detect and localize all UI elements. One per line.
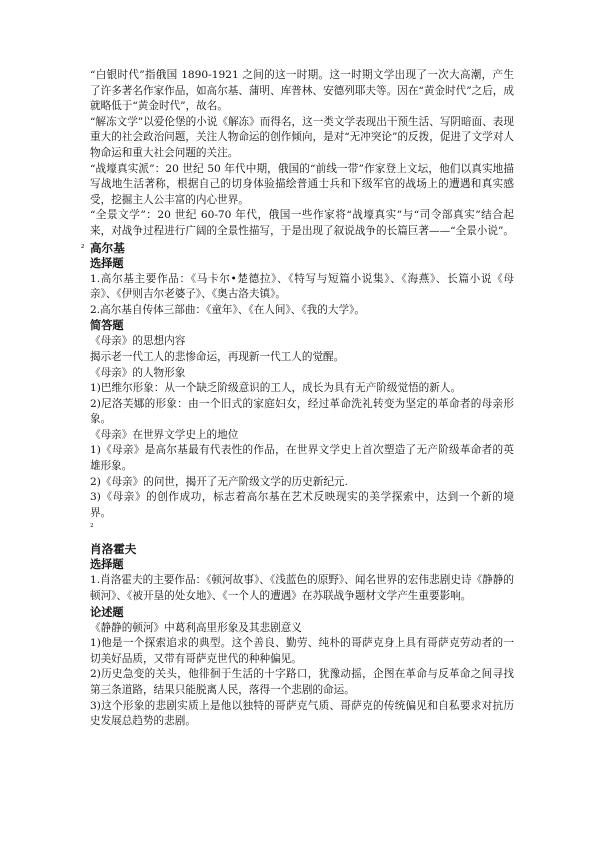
list-item: 2)历史急变的关头，他徘徊于生活的十字路口，犹豫动摇，企图在革命与反革命之间寻找第三条道路，结果只能脱离人民，落得一个悲剧的命运。 [90,668,514,696]
subheading-essay: 论述题 [90,605,124,619]
list-item: 2.高尔基自传体三部曲：《童年》、《在人间》、《我的大学》。 [90,303,365,316]
section-gap [90,531,514,541]
list-item: 1.高尔基主要作品：《马卡尔•楚德拉》、《特写与短篇小说集》、《海燕》、长篇小说《母亲》、《伊则吉尔老婆子》、《奥古洛夫镇》。 [90,272,514,301]
list-item: 揭示老一代工人的悲惨命运，再现新一代工人的觉醒。 [90,350,345,363]
document-body [81,68,514,730]
list-item: 3)《母亲》的创作成功，标志着高尔基在艺术反映现实的美学探索中，达到一个新的境界。 [90,491,514,519]
list-item: 《静静的顿河》中葛利高里形象及其悲剧意义 [90,621,302,634]
subheading-short-answer: 简答题 [90,319,124,333]
list-item: 1.肖洛霍夫的主要作品：《顿河故事》、《浅蓝色的原野》、闻名世界的宏伟悲剧史诗《静静的顿河》、《被开垦的处女地》、《一个人的遭遇》在苏联战争题材文学产生重要影响。 [90,574,514,603]
section-end-marker: 2 [90,523,94,530]
list-item: 1)他是一个探索追求的典型。这个善良、勤劳、纯朴的哥萨克身上具有哥萨克劳动者的一切美好品质，又带有哥萨克世代的种种偏见。 [90,637,514,665]
list-item: 2)《母亲》的问世，揭开了无产阶级文学的历史新纪元. [90,475,348,488]
list-item: 《母亲》在世界文学史上的地位 [90,428,239,441]
list-item: 《母亲》的人物形象 [90,366,186,379]
list-item: 《母亲》的思想内容 [90,335,186,348]
section-marker: 2 [81,243,85,250]
list-item: 1)巴维尔形象：从一个缺乏阶级意识的工人，成长为具有无产阶级觉悟的新人。 [90,382,462,395]
subheading-choice: 选择题 [90,256,124,270]
section-title-sholokhov: 肖洛霍夫 [90,542,137,557]
list-item: 1)《母亲》是高尔基最有代表性的作品，在世界文学史上首次塑造了无产阶级革命者的英雄形象。 [90,444,514,473]
list-item: 3)这个形象的悲剧实质上是他以独特的哥萨克气质、哥萨克的传统偏见和自私要求对抗历史发展总趋势的悲剧。 [90,699,514,728]
section-title-text: 高尔基 [90,240,125,255]
section-title-gorky [81,240,514,256]
paragraph-panorama-literature: “全景文学”：20 世纪 60-70 年代，俄国一些作家将“战壕真实”与“司令部真实”结合起来，对战争过程进行广阔的全景性描写，于是出现了叙说战争的长篇巨著——“全景小说”。 [90,209,514,237]
paragraph-silver-age: “白银时代”指俄国 1890-1921 之间的这一时期。这一时期文学出现了一次大高潮，产生了许多著名作家作品，如高尔基、蒲明、库普林、安德列耶夫等。因在“黄金时代”之后，成就略低于“黄金时代”，故名。 [90,69,514,113]
paragraph-trench-truth: “战壕真实派”：20 世纪 50 年代中期，俄国的“前线一带”作家登上文坛，他们以真实地描写战地生活著称，根据自己的切身体验描绘普通士兵和下级军官的战场上的遭遇和真实感受，挖掘主人公丰富的内心世界。 [90,162,514,206]
subheading-choice: 选择题 [90,558,124,572]
paragraph-thaw-literature: “解冻文学”以爱伦堡的小说《解冻》而得名，这一类文学表现出干预生活、写阴暗面、表现重大的社会政治问题，关注人物命运的创作倾向，是对“无冲突论”的反拨，促进了文学对人物命运和重大社会问题的关注。 [90,115,514,159]
list-item: 2)尼洛芙娜的形象：由一个旧式的家庭妇女，经过革命洗礼转变为坚定的革命者的母亲形象。 [90,397,514,426]
